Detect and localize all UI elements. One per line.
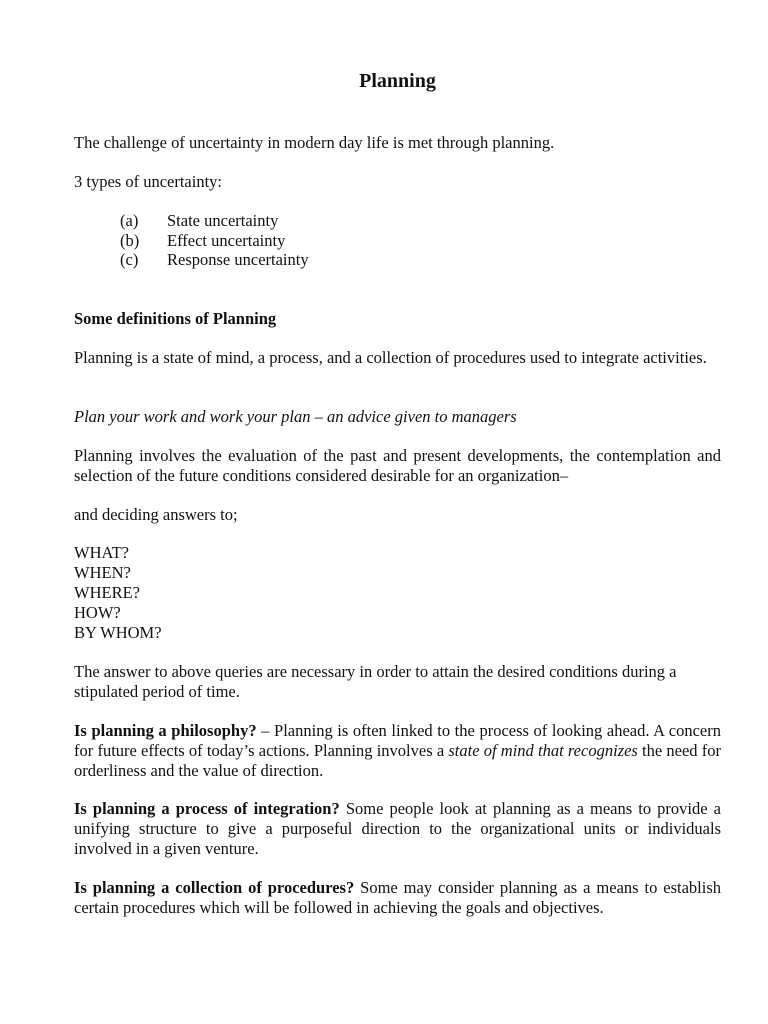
- philosophy-question: Is planning a philosophy?: [74, 721, 257, 740]
- advice-quote: Plan your work and work your plan – an advice given to managers: [74, 407, 517, 426]
- list-marker: (a): [120, 211, 139, 230]
- philosophy-text-1: – Planning is often linked to the process of looking ahead. A concern for future effects of today’s actions. Planning involves a: [74, 721, 721, 760]
- answer-note-paragraph: The answer to above queries are necessary in order to attain the desired conditions during a stipulated period of time.: [74, 662, 677, 701]
- deciding-line: and deciding answers to;: [74, 505, 238, 524]
- integration-question: Is planning a process of integration?: [74, 799, 340, 818]
- list-item: [120, 211, 309, 231]
- question-list: [74, 543, 162, 643]
- integration-text: Some people look at planning as a means to provide a unifying structure to give a purposeful direction to the organizational units or individuals involved in a given venture.: [74, 799, 721, 858]
- question-item: WHEN?: [74, 563, 131, 582]
- procedures-paragraph: [74, 878, 721, 918]
- question-item: HOW?: [74, 603, 121, 622]
- list-marker: (b): [120, 230, 140, 250]
- integration-paragraph: [74, 799, 721, 859]
- philosophy-paragraph: [74, 721, 721, 781]
- procedures-text: Some may consider planning as a means to establish certain procedures which will be followed in achieving the goals and objectives.: [74, 878, 721, 917]
- list-label: State uncertainty: [167, 211, 279, 230]
- intro-paragraph: The challenge of uncertainty in modern day life is met through planning.: [74, 133, 555, 152]
- definition-paragraph-1: Planning is a state of mind, a process, and a collection of procedures used to integrate activities.: [74, 348, 707, 367]
- list-item: [120, 250, 309, 270]
- list-marker: (c): [120, 250, 139, 269]
- philosophy-italic: state of mind that recognizes: [448, 741, 638, 760]
- list-item: [120, 231, 309, 251]
- definitions-heading: Some definitions of Planning: [74, 309, 277, 328]
- uncertainty-list: [120, 211, 309, 270]
- question-item: WHAT?: [74, 543, 129, 562]
- definition-paragraph-2: Planning involves the evaluation of the past and present developments, the contemplation and selection of the future conditions considered desirable for an organization–: [74, 446, 721, 485]
- question-item: BY WHOM?: [74, 623, 162, 642]
- philosophy-text-2: the need for orderliness and the value of direction.: [74, 741, 721, 780]
- procedures-question: Is planning a collection of procedures?: [74, 878, 355, 897]
- list-label: Response uncertainty: [167, 250, 309, 269]
- types-heading: 3 types of uncertainty:: [74, 172, 223, 191]
- question-item: WHERE?: [74, 583, 140, 602]
- page-title: Planning: [359, 70, 436, 92]
- list-label: Effect uncertainty: [167, 230, 286, 250]
